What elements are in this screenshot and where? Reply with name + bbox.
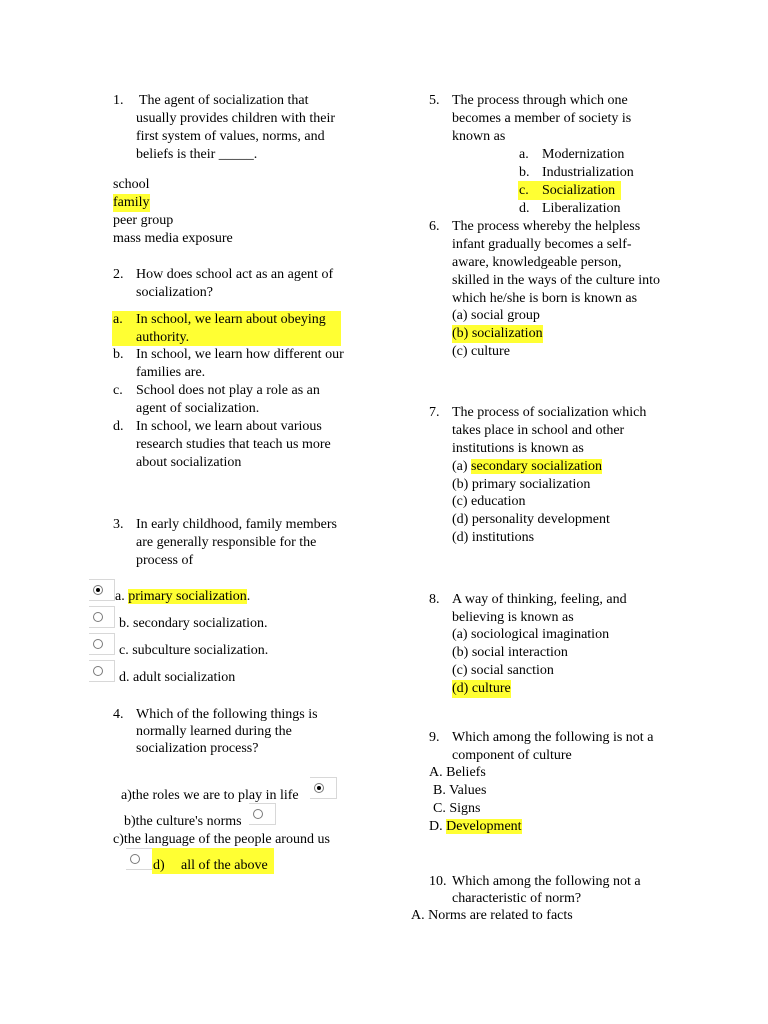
q7-text-line: The process of socialization which bbox=[452, 405, 647, 420]
q2-option-letter: c. bbox=[113, 383, 123, 398]
q5-text-line: The process through which one bbox=[452, 93, 628, 108]
q3-option-d bbox=[119, 669, 235, 687]
q3-radio-a[interactable] bbox=[89, 579, 115, 601]
q2-number: 2. bbox=[113, 267, 124, 282]
q5-option-text: Liberalization bbox=[542, 201, 621, 216]
q5-option-letter: a. bbox=[519, 147, 529, 162]
q3-radio-b[interactable] bbox=[89, 606, 115, 628]
q5-option-answer: Socialization bbox=[542, 183, 616, 198]
q6-text-line: skilled in the ways of the culture into bbox=[452, 273, 661, 288]
q7-option-answer: secondary socialization bbox=[471, 459, 603, 474]
q1-text-line: The agent of socialization that bbox=[139, 93, 309, 108]
q3-number: 3. bbox=[113, 517, 124, 532]
q3-option-letter: d. bbox=[119, 670, 133, 685]
q4-radio-b[interactable] bbox=[249, 803, 276, 825]
q8-option-answer: (d) culture bbox=[452, 681, 511, 696]
q9-option-letter: D. bbox=[429, 819, 447, 834]
q7-text-line: institutions is known as bbox=[452, 441, 584, 456]
q6-text-line: infant gradually becomes a self- bbox=[452, 237, 632, 252]
q4-text-line: normally learned during the bbox=[136, 724, 292, 739]
q5-text-line: known as bbox=[452, 129, 506, 144]
q2-option-line: In school, we learn how different our bbox=[136, 347, 344, 362]
radio-checked-icon bbox=[93, 585, 103, 595]
q5-option-letter: b. bbox=[519, 165, 530, 180]
q1-option: peer group bbox=[113, 213, 174, 228]
q6-option: (a) social group bbox=[452, 308, 540, 323]
q1-text-line: beliefs is their _____. bbox=[136, 147, 258, 162]
q2-text-line: How does school act as an agent of bbox=[136, 267, 334, 282]
q9-option: C. Signs bbox=[433, 801, 481, 816]
q3-option-answer: primary socialization bbox=[128, 589, 247, 604]
q7-option: (b) primary socialization bbox=[452, 477, 591, 492]
q9-text-line: component of culture bbox=[452, 748, 572, 763]
q6-text-line: which he/she is born is known as bbox=[452, 291, 638, 306]
q7-option: (c) education bbox=[452, 494, 526, 509]
q4-option-d-text: all of the above bbox=[181, 858, 268, 873]
q3-option-b bbox=[119, 615, 268, 633]
q3-text-line: process of bbox=[136, 553, 194, 568]
q6-text-line: aware, knowledgeable person, bbox=[452, 255, 622, 270]
q6-option-answer: (b) socialization bbox=[452, 326, 543, 341]
q2-text-line: socialization? bbox=[136, 285, 213, 300]
q1-text-line: usually provides children with their bbox=[136, 111, 336, 126]
q4-radio-d[interactable] bbox=[126, 848, 153, 870]
q8-option: (b) social interaction bbox=[452, 645, 568, 660]
q7-option-letter: (a) bbox=[452, 459, 472, 474]
q7-option: (d) institutions bbox=[452, 530, 535, 545]
q3-option-letter: a. bbox=[115, 589, 129, 604]
q4-option-a: a)the roles we are to play in life bbox=[121, 788, 299, 803]
q3-option-text: subculture socialization. bbox=[132, 643, 269, 658]
q5-option-letter: d. bbox=[519, 201, 530, 216]
q4-text-line: Which of the following things is bbox=[136, 707, 318, 722]
q1-number: 1. bbox=[113, 93, 124, 108]
q9-option-d bbox=[429, 818, 522, 836]
radio-unchecked-icon bbox=[93, 666, 103, 676]
q2-option-letter: d. bbox=[113, 419, 124, 434]
q2-option-line: families are. bbox=[136, 365, 206, 380]
q9-option-answer: Development bbox=[446, 819, 522, 834]
q6-text-line: The process whereby the helpless bbox=[452, 219, 641, 234]
q8-option: (a) sociological imagination bbox=[452, 627, 610, 642]
radio-unchecked-icon bbox=[130, 854, 140, 864]
q3-option-letter: b. bbox=[119, 616, 133, 631]
q7-number: 7. bbox=[429, 405, 440, 420]
q9-option: A. Beliefs bbox=[429, 765, 486, 780]
q4-radio-a[interactable] bbox=[310, 777, 337, 799]
q9-text-line: Which among the following is not a bbox=[452, 730, 654, 745]
q5-option-text: Modernization bbox=[542, 147, 625, 162]
q3-option-letter: c. bbox=[119, 643, 133, 658]
q10-number: 10. bbox=[429, 874, 447, 889]
q2-option-line: authority. bbox=[136, 330, 190, 345]
q2-option-line: School does not play a role as an bbox=[136, 383, 320, 398]
q3-option-text: adult socialization bbox=[133, 670, 236, 685]
q2-option-line: agent of socialization. bbox=[136, 401, 260, 416]
q10-option: A. Norms are related to facts bbox=[411, 908, 573, 923]
q3-text-line: are generally responsible for the bbox=[136, 535, 317, 550]
q7-text-line: takes place in school and other bbox=[452, 423, 625, 438]
q7-option: (d) personality development bbox=[452, 512, 610, 527]
q1-text-line: first system of values, norms, and bbox=[136, 129, 325, 144]
radio-checked-icon bbox=[314, 783, 324, 793]
q3-option-c bbox=[119, 642, 268, 660]
q2-option-line: research studies that teach us more bbox=[136, 437, 331, 452]
q2-option-line: about socialization bbox=[136, 455, 242, 470]
q2-option-line: In school, we learn about various bbox=[136, 419, 322, 434]
q8-option: (c) social sanction bbox=[452, 663, 554, 678]
q8-text-line: A way of thinking, feeling, and bbox=[452, 592, 627, 607]
radio-unchecked-icon bbox=[253, 809, 263, 819]
q2-option-letter: b. bbox=[113, 347, 124, 362]
q5-option-letter: c. bbox=[519, 183, 529, 198]
q7-option-a bbox=[452, 458, 602, 476]
q4-option-d-letter: d) bbox=[153, 858, 165, 873]
q4-text-line: socialization process? bbox=[136, 741, 259, 756]
q2-option-letter: a. bbox=[113, 312, 123, 327]
q5-option-text: Industrialization bbox=[542, 165, 634, 180]
q3-option-a bbox=[115, 588, 250, 606]
q5-number: 5. bbox=[429, 93, 440, 108]
q3-radio-c[interactable] bbox=[89, 633, 115, 655]
radio-unchecked-icon bbox=[93, 612, 103, 622]
q9-option: B. Values bbox=[433, 783, 487, 798]
q5-text-line: becomes a member of society is bbox=[452, 111, 632, 126]
q6-number: 6. bbox=[429, 219, 440, 234]
q3-option-text: secondary socialization. bbox=[133, 616, 268, 631]
q1-option-answer: family bbox=[113, 195, 150, 210]
q10-text-line: characteristic of norm? bbox=[452, 891, 582, 906]
radio-unchecked-icon bbox=[93, 639, 103, 649]
q6-option: (c) culture bbox=[452, 344, 510, 359]
q10-text-line: Which among the following not a bbox=[452, 874, 641, 889]
q3-option-suffix: . bbox=[246, 589, 251, 604]
q1-option: mass media exposure bbox=[113, 231, 233, 246]
q8-text-line: believing is known as bbox=[452, 610, 574, 625]
q1-option: school bbox=[113, 177, 150, 192]
q3-text-line: In early childhood, family members bbox=[136, 517, 337, 532]
q8-number: 8. bbox=[429, 592, 440, 607]
q9-number: 9. bbox=[429, 730, 440, 745]
q2-option-line: In school, we learn about obeying bbox=[136, 312, 326, 327]
q4-option-b: b)the culture's norms bbox=[124, 814, 242, 829]
q4-number: 4. bbox=[113, 707, 124, 722]
q4-option-c: c)the language of the people around us bbox=[113, 832, 330, 847]
q3-radio-d[interactable] bbox=[89, 660, 115, 682]
